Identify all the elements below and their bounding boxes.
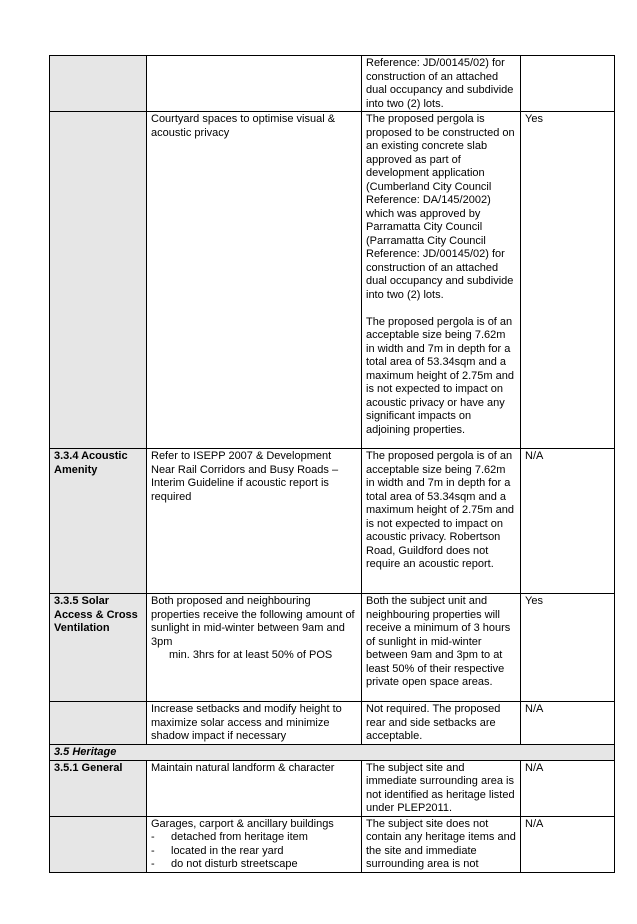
control-heading: 3.5.1 General	[50, 760, 147, 816]
assessment-cell: The subject site does not contain any heritage items and the site and immediate surrounding area is not	[362, 816, 521, 872]
control-heading: 3.3.5 Solar Access & Cross Ventilation	[50, 594, 147, 702]
complies-cell: Yes	[521, 594, 615, 702]
assessment-table	[49, 55, 615, 873]
assessment-cell	[362, 112, 521, 449]
assessment-cell: The proposed pergola is of an acceptable size being 7.62m in width and 7m in depth for a total area of 53.34sqm and a maximum height of 2.75m and is not expected to impact on acoustic privacy. Robertson Road, Guildford does not require an acoustic report.	[362, 449, 521, 594]
complies-cell: N/A	[521, 449, 615, 594]
table-row	[50, 816, 615, 872]
control-heading: 3.3.4 Acoustic Amenity	[50, 449, 147, 594]
provision-cell: Courtyard spaces to optimise visual & acoustic privacy	[147, 112, 362, 449]
table-row	[50, 449, 615, 594]
assessment-cell: Both the subject unit and neighbouring properties will receive a minimum of 3 hours of sunlight in mid-winter between 9am and 3pm to at least 50% of their respective private open space areas.	[362, 594, 521, 702]
provision-list	[151, 831, 357, 872]
list-item: - do not disturb streetscape	[151, 858, 298, 870]
control-cell	[50, 112, 147, 449]
provision-cell: Refer to ISEPP 2007 & Development Near Rail Corridors and Busy Roads – Interim Guideline if acoustic report is required	[147, 449, 362, 594]
assessment-cell: The subject site and immediate surrounding area is not identified as heritage listed under PLEP2011.	[362, 760, 521, 816]
complies-cell: N/A	[521, 760, 615, 816]
assessment-cell: Not required. The proposed rear and side setbacks are acceptable.	[362, 702, 521, 745]
assessment-paragraph: The proposed pergola is of an acceptable size being 7.62m in width and 7m in depth for a total area of 53.34sqm and a maximum height of 2.75m and is not expected to impact on acoustic privacy or have any significant impacts on adjoining properties.	[366, 315, 514, 436]
table-row	[50, 760, 615, 816]
list-item: - detached from heritage item	[151, 831, 308, 843]
complies-cell	[521, 56, 615, 112]
assessment-paragraph: The proposed pergola is proposed to be constructed on an existing concrete slab approved as part of development application (Cumberland City Council Reference: DA/145/2002) which was approved by Parramatta City Council (Parramatta City Council Reference: JD/00145/02) for construction of an attached dual occupancy and subdivide into two (2) lots.	[366, 113, 515, 301]
provision-text: Garages, carport & ancillary buildings	[151, 817, 334, 830]
list-item: - located in the rear yard	[151, 844, 284, 857]
provision-cell	[147, 594, 362, 702]
provision-subitem: min. 3hrs for at least 50% of POS	[169, 649, 333, 661]
provision-cell: Increase setbacks and modify height to maximize solar access and minimize shadow impact if necessary	[147, 702, 362, 745]
control-cell	[50, 702, 147, 745]
complies-cell: Yes	[521, 112, 615, 449]
section-row	[50, 745, 615, 761]
provision-cell: Maintain natural landform & character	[147, 760, 362, 816]
provision-text: Both proposed and neighbouring properties receive the following amount of sunlight in mid-winter between 9am and 3pm	[151, 595, 355, 648]
complies-cell: N/A	[521, 816, 615, 872]
control-cell	[50, 816, 147, 872]
table-row	[50, 56, 615, 112]
table-row	[50, 594, 615, 702]
section-heading: 3.5 Heritage	[50, 745, 615, 761]
table-row	[50, 702, 615, 745]
assessment-cell: Reference: JD/00145/02) for construction of an attached dual occupancy and subdivide into two (2) lots.	[362, 56, 521, 112]
table-row	[50, 112, 615, 449]
provision-cell	[147, 816, 362, 872]
complies-cell: N/A	[521, 702, 615, 745]
control-cell	[50, 56, 147, 112]
provision-cell	[147, 56, 362, 112]
